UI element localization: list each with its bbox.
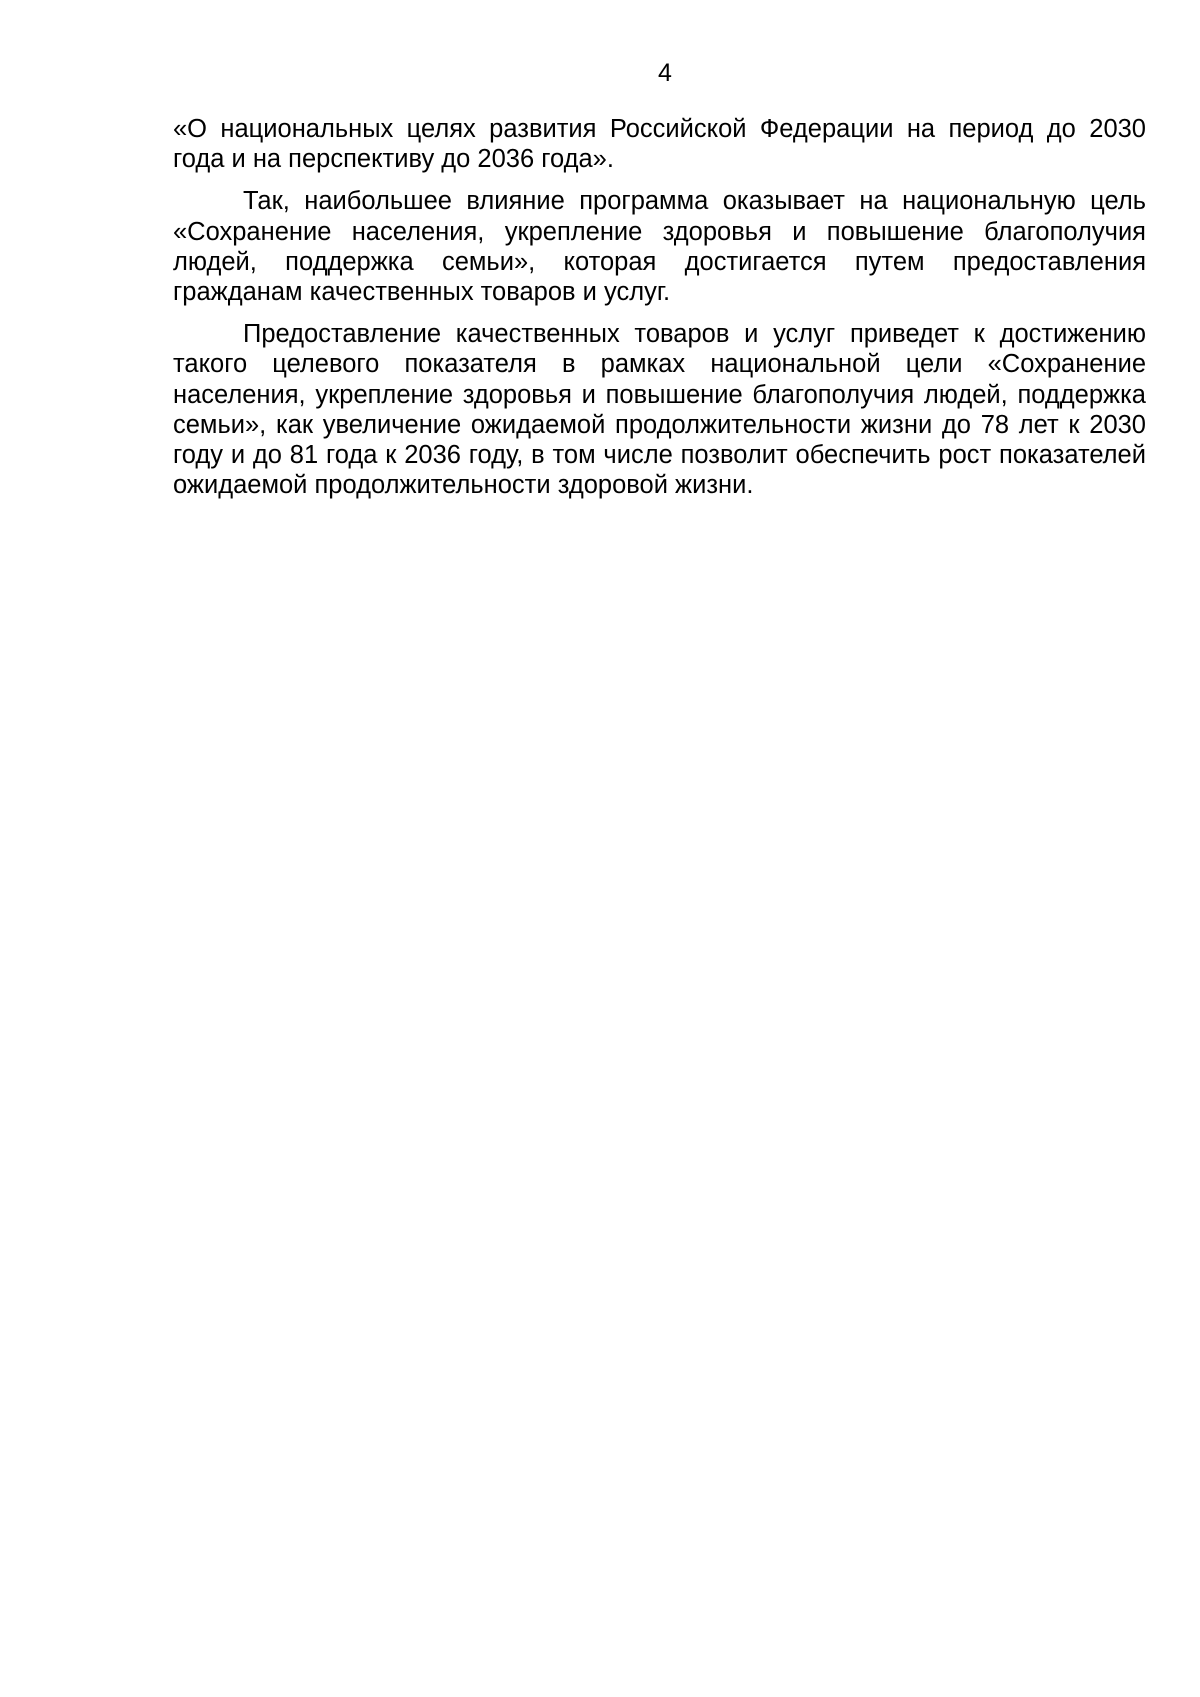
paragraph-continuation: «О национальных целях развития Российской Федерации на период до 2030 года и на перспективу до 2036 года». xyxy=(173,115,1146,174)
page-number: 4 xyxy=(658,59,672,87)
paragraph-national-goal: Так, наибольшее влияние программа оказывает на национальную цель «Сохранение населения, укрепление здоровья и повышение благополучия людей, поддержка семьи», которая достигается путем предоставления гражданам качественных товаров и услуг. xyxy=(173,187,1146,307)
document-body xyxy=(173,114,1146,500)
paragraph-life-expectancy: Предоставление качественных товаров и услуг приведет к достижению такого целевого показателя в рамках национальной цели «Сохранение населения, укрепление здоровья и повышение благополучия людей, поддержка семьи», как увеличение ожидаемой продолжительности жизни до 78 лет к 2030 году и до 81 года к 2036 году, в том числе позволит обеспечить рост показателей ожидаемой продолжительности здоровой жизни. xyxy=(173,320,1146,500)
